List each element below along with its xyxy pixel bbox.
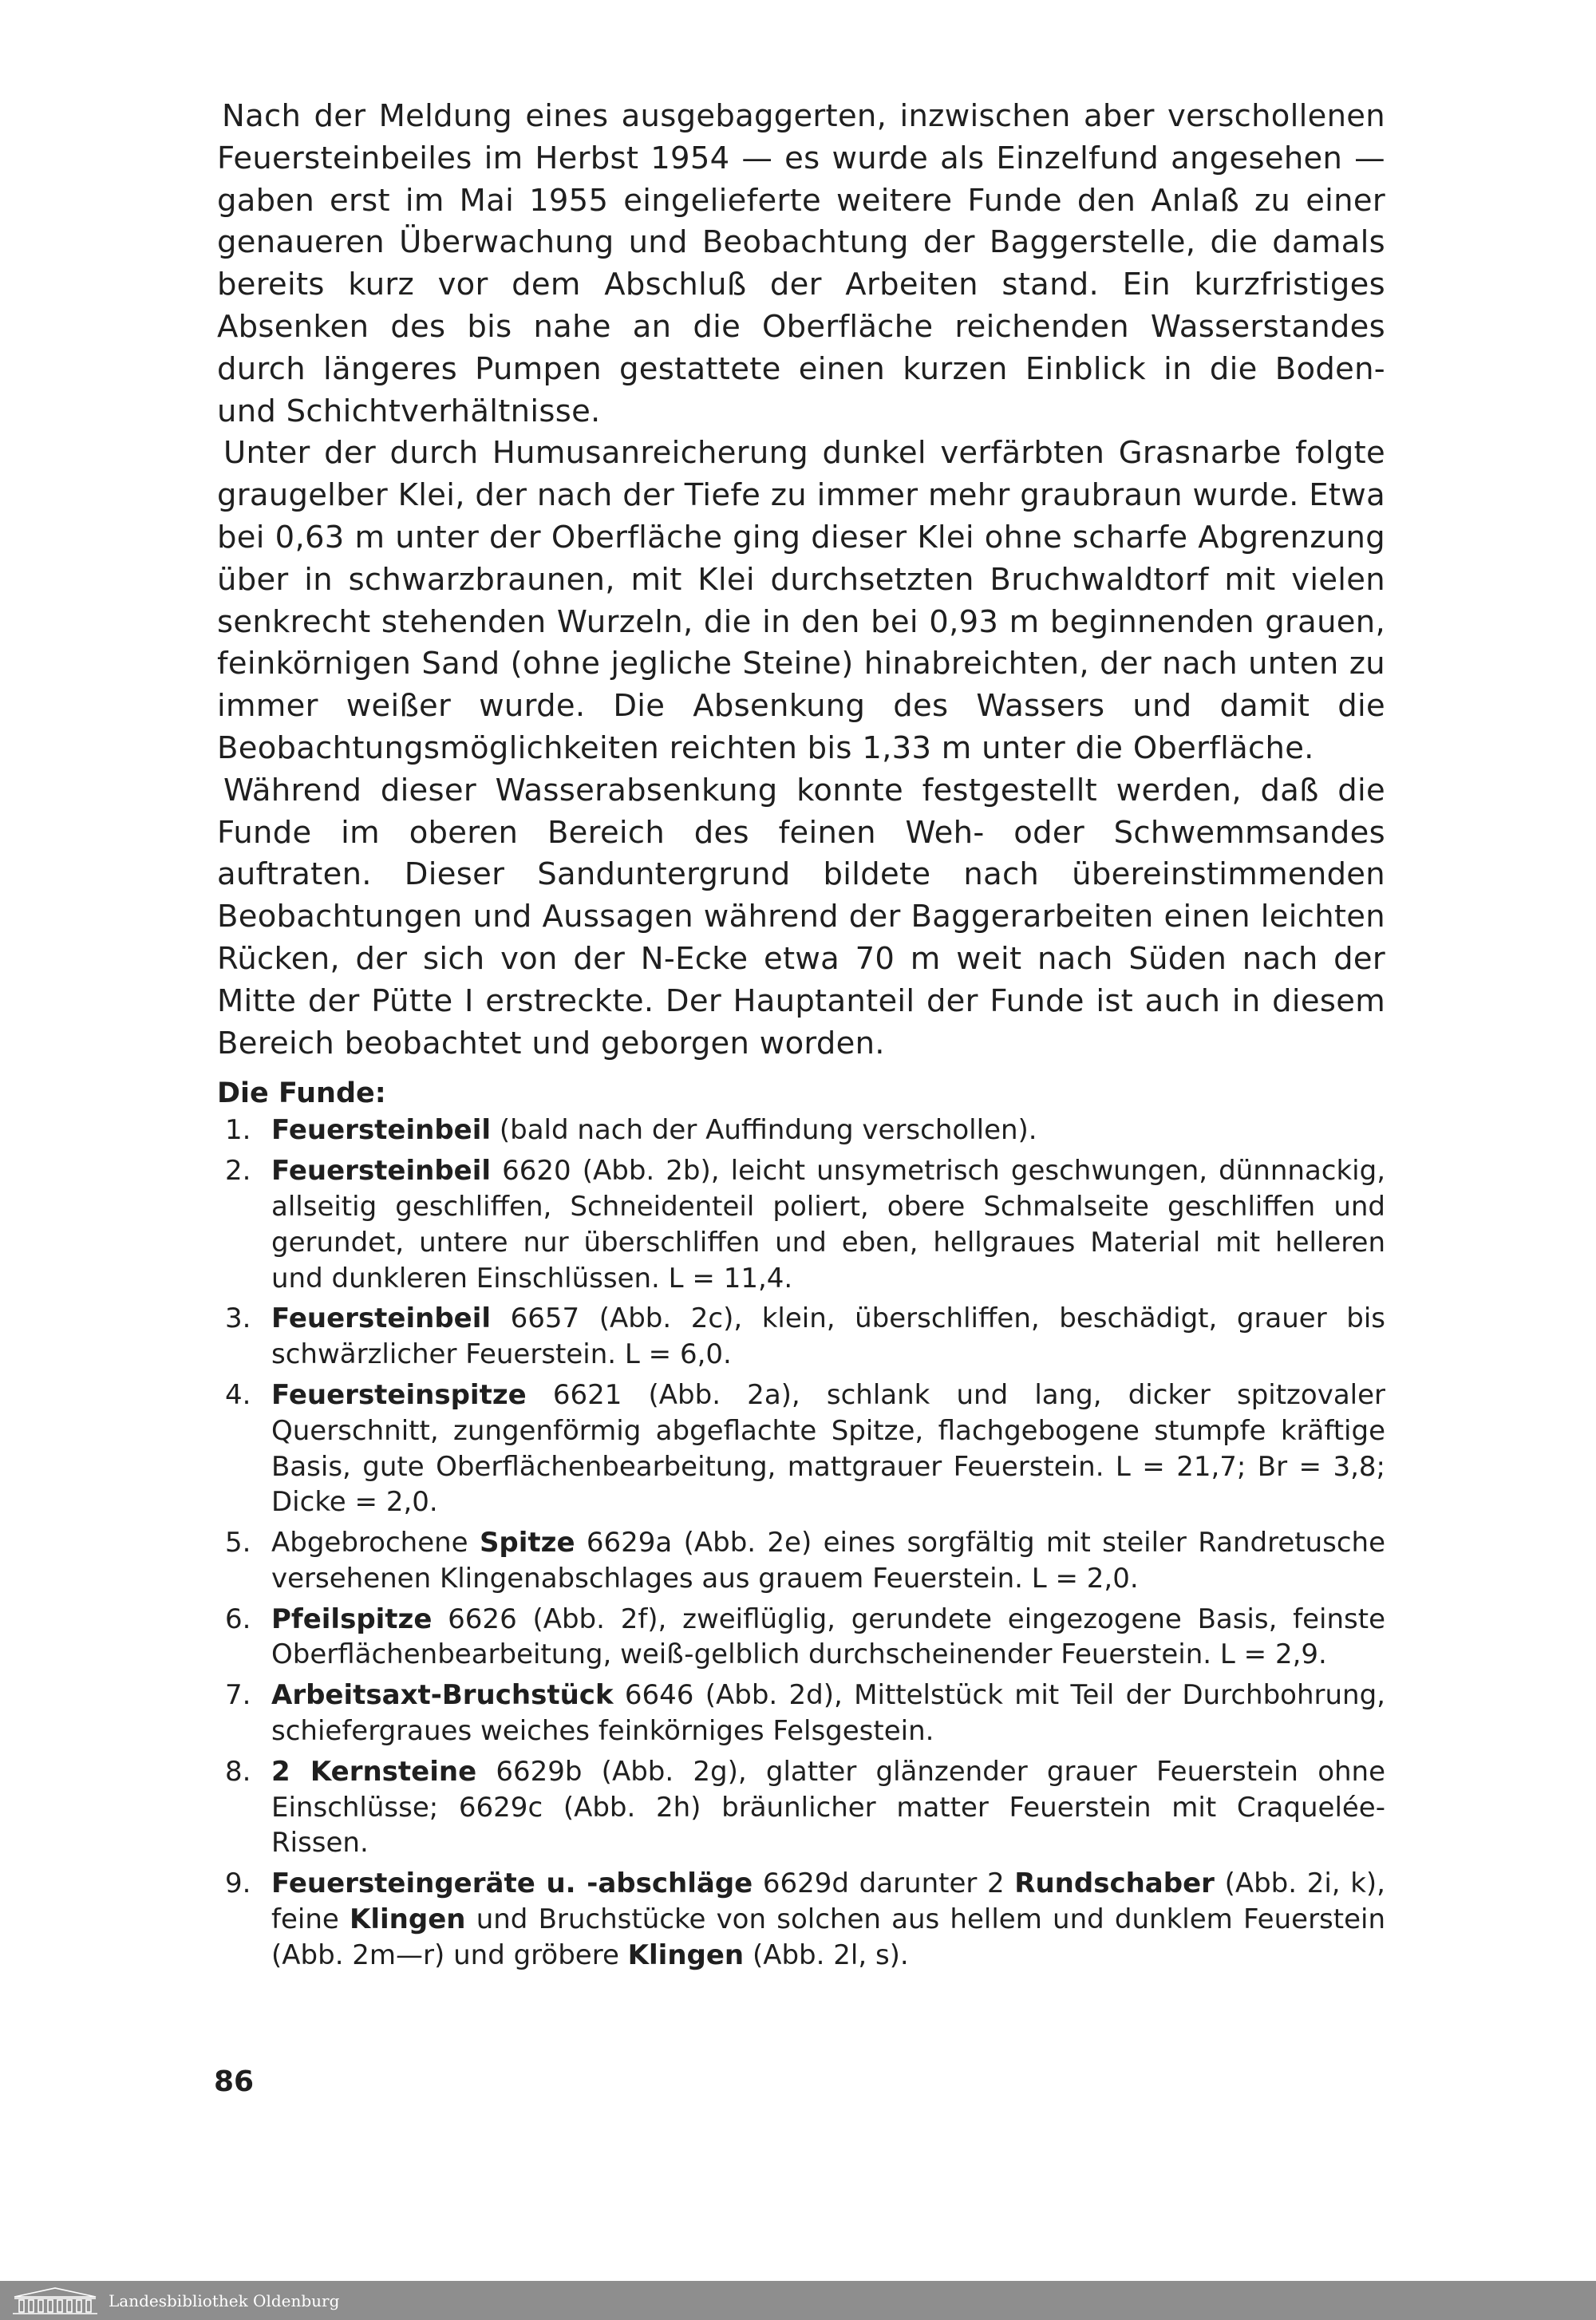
item-text: und Bruchstücke von solchen aus hellem und dunklem Feuerstein (Abb. 2m—r) und gröbere xyxy=(271,1903,1385,1971)
library-building-icon xyxy=(11,2286,99,2316)
item-term: Feuersteinbeil xyxy=(271,1302,492,1335)
item-number: 4. xyxy=(225,1378,251,1411)
footer-label: Landesbibliothek Oldenburg xyxy=(109,2291,340,2310)
paragraph-1: Nach der Meldung eines ausgebaggerten, inzwischen aber verschollenen Feuersteinbeiles im Herbst 1954 — es wurde als Einzelfund angesehen — gaben erst im Mai 1955 eingelieferte weitere Funde den Anlaß zu einer genaueren Überwachung und Beobachtung der Baggerstelle, die damals bereits kurz vor dem Abschluß der Arbeiten stand. Ein kurzfristiges Absenken des bis nahe an die Oberfläche reichenden Wasserstandes durch längeres Pumpen gestattete einen kurzen Einblick in die Boden- und Schichtverhältnisse. xyxy=(217,98,1385,429)
item-number: 8. xyxy=(225,1755,251,1788)
list-item xyxy=(217,1678,1385,1749)
item-number: 1. xyxy=(225,1114,251,1147)
item-term: Pfeilspitze xyxy=(271,1603,433,1635)
item-number: 6. xyxy=(225,1603,251,1635)
list-item xyxy=(217,1301,1385,1373)
list-item xyxy=(217,1113,1385,1148)
paragraph-2: Unter der durch Humusanreicherung dunkel verfärbten Grasnarbe folgte graugelber Klei, der nach der Tiefe zu immer mehr graubraun wurde. Etwa bei 0,63 m unter der Oberfläche ging dieser Klei ohne scharfe Abgrenzung über in schwarzbraunen, mit Klei durchsetzten Bruchwaldtorf mit vielen senkrecht stehenden Wurzeln, die in den bei 0,93 m beginnenden grauen, feinkörnigen Sand (ohne jegliche Steine) hinabreichten, der nach unten zu immer weißer wurde. Die Absenkung des Wassers und damit die Beobachtungsmöglichkeiten reichten bis 1,33 m unter die Oberfläche. xyxy=(217,435,1385,766)
item-text: 6620 (Abb. 2b), leicht unsymetrisch geschwungen, dünnnackig, allseitig geschliffen, Schneidenteil poliert, obere Schmalseite geschliffen und gerundet, untere nur überschliffen und eben, hellgraues Material mit helleren und dunkleren Einschlüssen. L = 11,4. xyxy=(271,1155,1385,1294)
item-term: Rundschaber xyxy=(1014,1867,1215,1900)
item-term: 2 Kernsteine xyxy=(271,1755,477,1788)
item-text: 6657 (Abb. 2c), klein, überschliffen, beschädigt, grauer bis schwärzlicher Feuerstein. L = 6,0. xyxy=(271,1302,1385,1371)
item-number: 3. xyxy=(225,1302,251,1335)
item-term: Klingen xyxy=(350,1903,466,1936)
item-text: (Abb. 2l, s). xyxy=(744,1939,909,1971)
item-text: 6629a (Abb. 2e) eines sorgfältig mit steiler Randretusche versehenen Klingenabschlages aus grauem Feuerstein. L = 2,0. xyxy=(271,1527,1385,1595)
item-text: 6626 (Abb. 2f), zweiflüglig, gerundete eingezogene Basis, feinste Oberflächenbearbeitung, weiß-gelblich durchscheinender Feuerstein. L = 2,9. xyxy=(271,1603,1385,1671)
item-number: 9. xyxy=(225,1867,251,1900)
item-term: Klingen xyxy=(627,1939,745,1971)
item-term: Spitze xyxy=(479,1527,575,1559)
list-item xyxy=(217,1754,1385,1861)
page-body xyxy=(217,96,1385,1978)
item-text: 6629d darunter 2 xyxy=(753,1867,1015,1900)
item-text: (bald nach der Auffindung verschollen). xyxy=(491,1114,1037,1147)
item-text: 6621 (Abb. 2a), schlank und lang, dicker spitzovaler Querschnitt, zungenförmig abgeflachte Spitze, flachgebogene stumpfe kräftige Basis, gute Oberflächenbearbeitung, mattgrauer Feuerstein. L = 21,7; Br = 3,8; Dicke = 2,0. xyxy=(271,1378,1385,1519)
paragraph-3: Während dieser Wasserabsenkung konnte festgestellt werden, daß die Funde im oberen Bereich des feinen Weh- oder Schwemmsandes auftraten. Dieser Sanduntergrund bildete nach übereinstimmenden Beobachtungen und Aussagen während der Baggerarbeiten einen leichten Rücken, der sich von der N-Ecke etwa 70 m weit nach Süden nach der Mitte der Pütte I erstreckte. Der Hauptanteil der Funde ist auch in diesem Bereich beobachtet und geborgen worden. xyxy=(217,772,1385,1061)
item-number: 5. xyxy=(225,1527,251,1559)
item-number: 7. xyxy=(225,1679,251,1712)
list-item xyxy=(217,1866,1385,1973)
item-text: 6629b (Abb. 2g), glatter glänzender grauer Feuerstein ohne Einschlüsse; 6629c (Abb. 2h) bräunlicher matter Feuerstein mit Craquelée-Rissen. xyxy=(271,1755,1386,1860)
finds-heading: Die Funde: xyxy=(217,1077,386,1110)
item-term: Arbeitsaxt-Bruchstück xyxy=(271,1679,614,1712)
finds-list xyxy=(217,1113,1385,1973)
item-term: Feuersteinbeil xyxy=(271,1155,492,1188)
item-text: (Abb. 2i, k), feine xyxy=(271,1867,1385,1936)
list-item xyxy=(217,1377,1385,1520)
item-prefix: Abgebrochene xyxy=(271,1527,480,1559)
item-term: Feuersteinbeil xyxy=(271,1114,492,1147)
list-item xyxy=(217,1602,1385,1674)
list-item xyxy=(217,1153,1385,1296)
list-item xyxy=(217,1525,1385,1597)
item-text: 6646 (Abb. 2d), Mittelstück mit Teil der Durchbohrung, schiefergraues weiches feinkörniges Felsgestein. xyxy=(271,1679,1385,1748)
item-number: 2. xyxy=(225,1155,251,1188)
page-number: 86 xyxy=(214,2065,255,2098)
item-term: Feuersteingeräte u. -abschläge xyxy=(271,1867,753,1900)
footer-bar xyxy=(0,2281,1596,2320)
item-term: Feuersteinspitze xyxy=(271,1378,527,1411)
